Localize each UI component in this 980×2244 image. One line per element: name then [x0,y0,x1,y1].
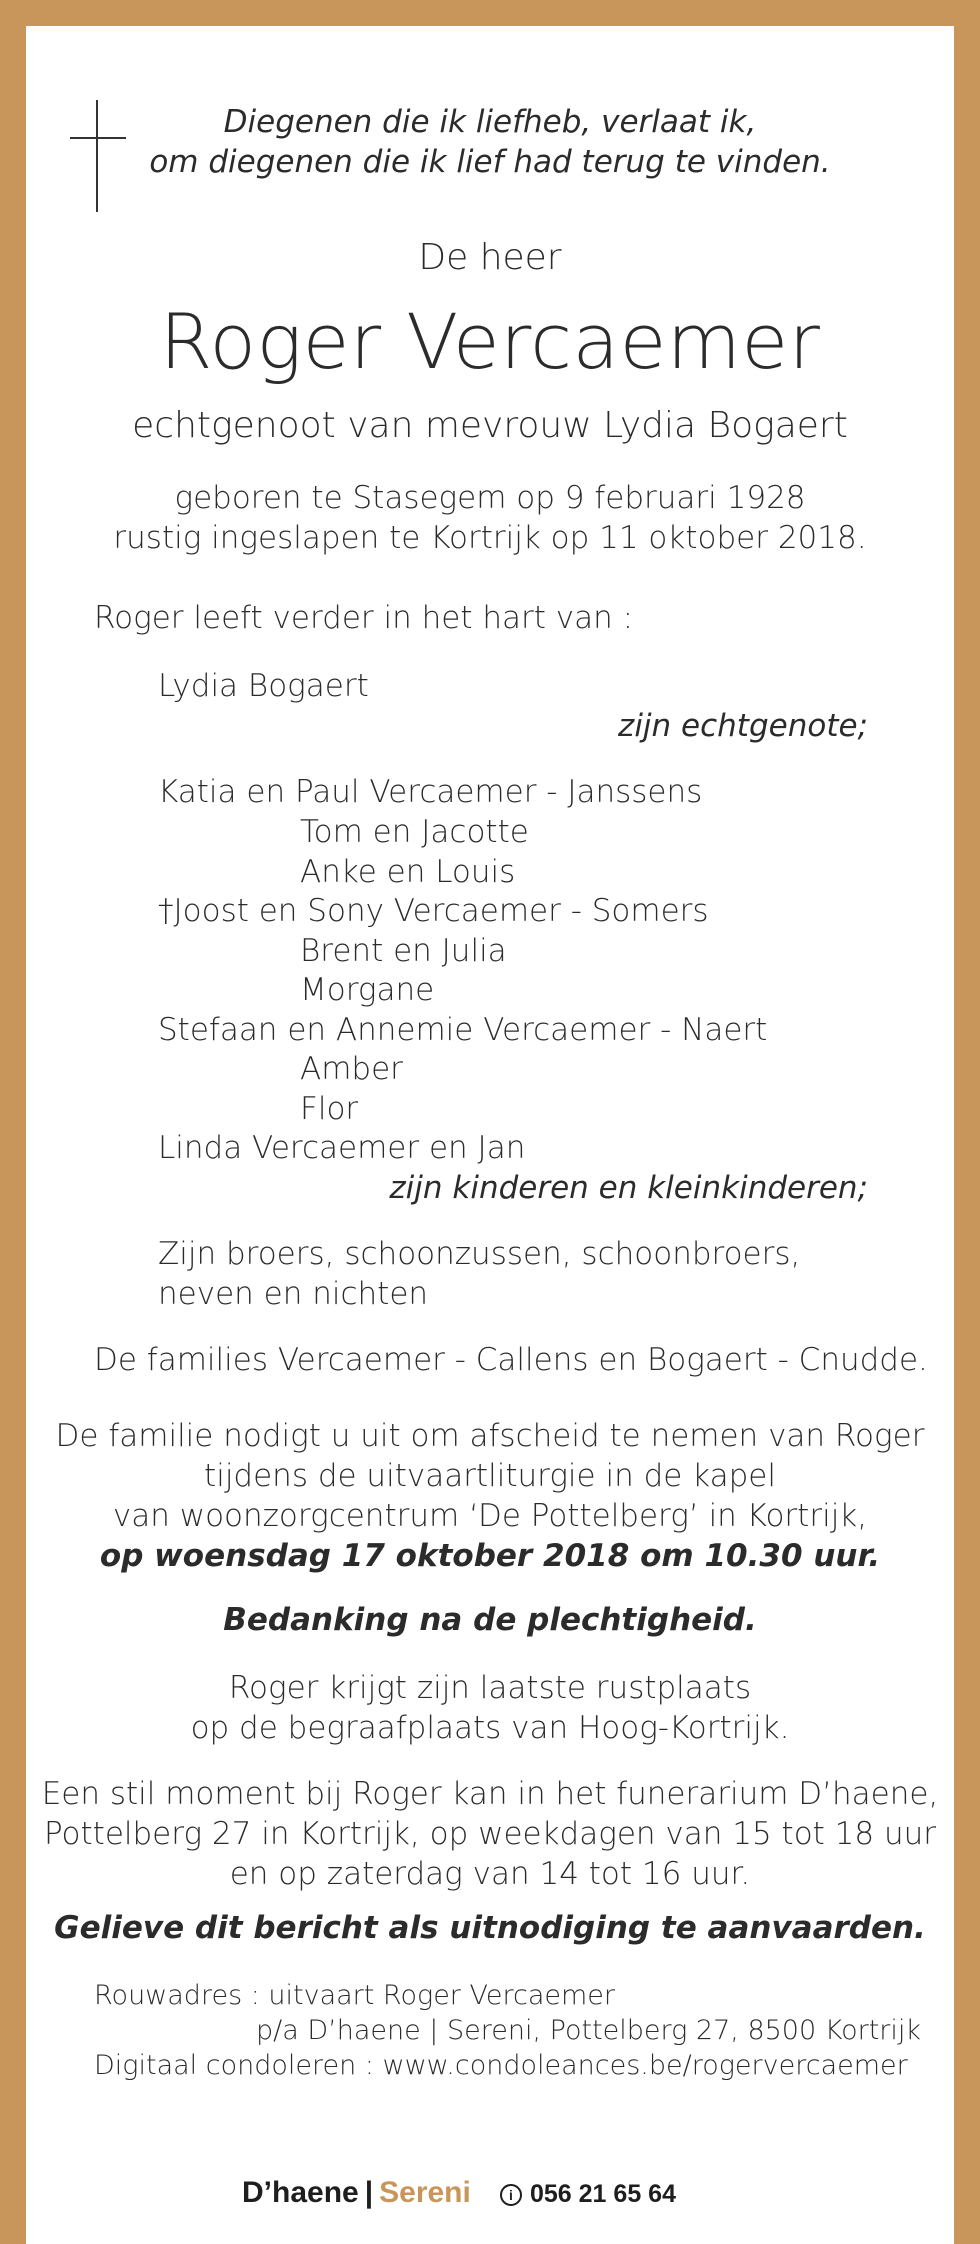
death-line: rustig ingeslapen te Kortrijk op 11 oktober 2018. [113,520,867,556]
child-family: Stefaan en Annemie Vercaemer - Naert [158,1012,768,1048]
invitation-line-1: De familie nodigt u uit om afscheid te nemen van Roger [55,1418,925,1454]
child-family: †Joost en Sony Vercaemer - Somers [158,893,709,929]
brand-name: D’haene [242,2176,359,2209]
families-line: De families Vercaemer - Callens en Bogaert - Cnudde. [94,1342,928,1378]
grandchild: Flor [300,1091,359,1127]
info-icon: i [500,2184,522,2206]
notice-line: Gelieve dit bericht als uitnodiging te aanvaarden. [54,1910,926,1946]
deceased-name: Roger Vercaemer [159,297,821,386]
visitation [26,1774,954,1894]
siblings-line-2: neven en nichten [158,1276,429,1312]
thanks-line: Bedanking na de plechtigheid. [223,1602,757,1638]
spouse-relation: zijn echtgenote; [618,708,868,744]
life-dates [26,478,954,558]
invitation [26,1416,954,1576]
burial-line-1: Roger krijgt zijn laatste rustplaats [228,1670,752,1706]
grandchild: Morgane [300,972,435,1008]
siblings-line-1: Zijn broers, schoonzussen, schoonbroers, [158,1236,801,1272]
honorific: De heer [418,237,562,278]
phone-number[interactable]: 056 21 65 64 [530,2180,676,2208]
condolence-link[interactable]: Digitaal condoleren : www.condoleances.be/rogervercaemer [94,2050,908,2081]
quote-line-2: om diegenen die ik lief had terug te vinden. [149,144,831,180]
grandchild: Amber [300,1051,403,1087]
obituary-card [26,26,954,2244]
burial [26,1668,954,1748]
visitation-line-3: en op zaterdag van 14 tot 16 uur. [229,1856,751,1892]
visitation-line-2: Pottelberg 27 in Kortrijk, op weekdagen van 15 tot 18 uur [43,1816,937,1852]
brand-name-secondary: Sereni [379,2176,471,2209]
quote [26,102,954,182]
child-family: Katia en Paul Vercaemer - Janssens [158,774,703,810]
funeral-home-logo [242,2176,471,2210]
address-line-1: Rouwadres : uitvaart Roger Vercaemer [94,1980,616,2011]
child-family: Linda Vercaemer en Jan [158,1130,526,1166]
ceremony-datetime: op woensdag 17 oktober 2018 om 10.30 uur. [99,1538,881,1574]
footer-phone [500,2180,676,2209]
visitation-line-1: Een stil moment bij Roger kan in het funerarium D’haene, [41,1776,939,1812]
invitation-line-3: van woonzorgcentrum ‘De Pottelberg’ in Kortrijk, [112,1498,868,1534]
birth-line: geboren te Stasegem op 9 februari 1928 [174,480,806,516]
spouse-line: echtgenoot van mevrouw Lydia Bogaert [132,405,848,446]
children-relation: zijn kinderen en kleinkinderen; [389,1170,868,1206]
spouse-name: Lydia Bogaert [158,668,369,704]
survivors-intro: Roger leeft verder in het hart van : [94,600,634,636]
address-line-2: p/a D’haene | Sereni, Pottelberg 27, 8500 Kortrijk [256,2015,922,2046]
grandchild: Brent en Julia [300,933,507,969]
brand-separator: | [364,2176,374,2209]
invitation-line-2: tijdens de uitvaartliturgie in de kapel [204,1458,776,1494]
grandchild: Anke en Louis [300,854,516,890]
grandchild: Tom en Jacotte [300,814,529,850]
quote-line-1: Diegenen die ik liefheb, verlaat ik, [223,104,757,140]
burial-line-2: op de begraafplaats van Hoog-Kortrijk. [190,1710,790,1746]
